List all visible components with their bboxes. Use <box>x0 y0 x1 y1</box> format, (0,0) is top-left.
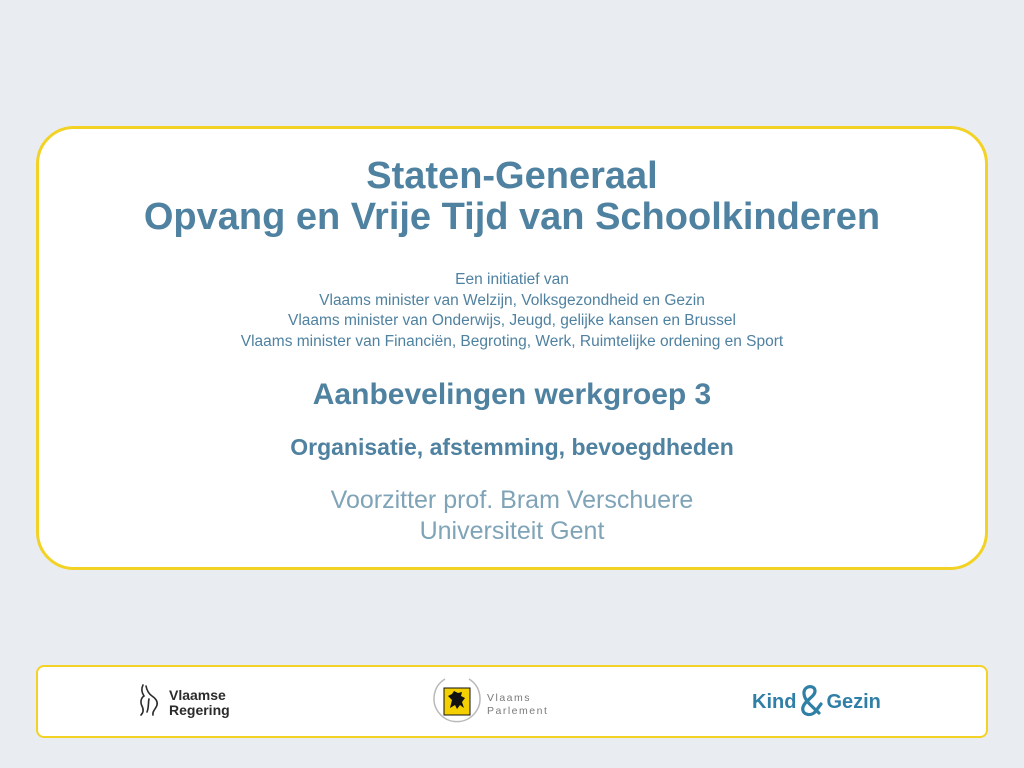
recommendations-title: Aanbevelingen werkgroep 3 <box>312 378 712 411</box>
kind-word: Kind <box>752 690 797 713</box>
kind-en-gezin-logo <box>752 680 881 724</box>
logo-bar <box>36 665 988 738</box>
initiative-block <box>39 270 985 352</box>
title-line-2: Opvang en Vrije Tijd van Schoolkinderen <box>143 196 881 239</box>
vlaams-parlement-wordmark: Vlaams Parlement <box>487 691 549 717</box>
title-line-1: Staten-Generaal <box>366 155 658 197</box>
initiative-line: Vlaams minister van Financiën, Begroting, Werk, Ruimtelijke ordening en Sport <box>240 332 784 350</box>
initiative-line: Een initiatief van <box>455 271 569 288</box>
title-card <box>36 126 988 570</box>
subtitle: Organisatie, afstemming, bevoegdheden <box>290 434 734 460</box>
flemish-lion-emblem-icon <box>431 675 483 734</box>
initiative-line: Vlaams minister van Onderwijs, Jeugd, gelijke kansen en Brussel <box>288 312 736 329</box>
chair-block <box>39 485 985 547</box>
vlaamse-regering-wordmark: Vlaamse Regering <box>169 686 230 718</box>
vlaams-parlement-logo <box>431 675 548 734</box>
initiative-line: Vlaams minister van Welzijn, Volksgezondheid en Gezin <box>319 291 705 309</box>
chair-affiliation: Universiteit Gent <box>419 517 605 545</box>
kind-en-gezin-wordmark <box>752 680 881 724</box>
vlaamse-regering-logo <box>138 683 230 722</box>
main-title <box>39 156 985 238</box>
gezin-word: Gezin <box>826 690 881 713</box>
chair-name: Voorzitter prof. Bram Verschuere <box>330 486 694 514</box>
ampersand-icon <box>798 680 824 724</box>
flemish-lion-outline-icon <box>138 683 162 722</box>
